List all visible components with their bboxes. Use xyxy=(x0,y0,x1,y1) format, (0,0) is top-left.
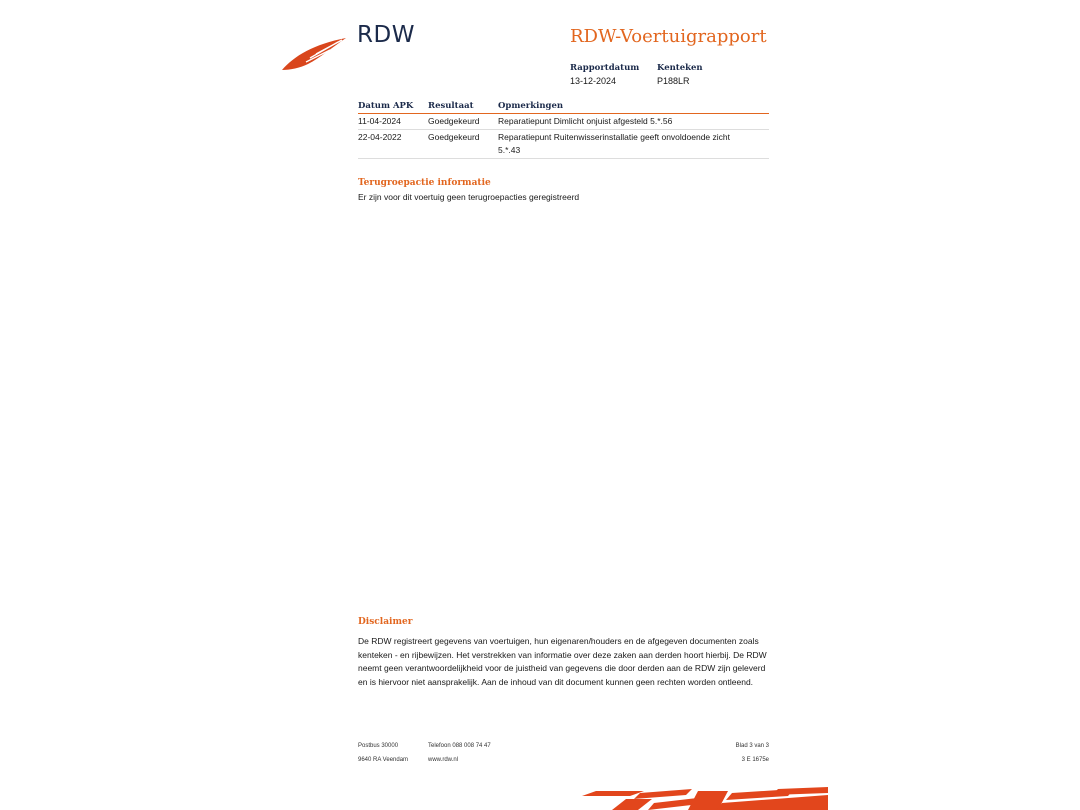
column-header-opmerkingen: Opmerkingen xyxy=(498,100,769,114)
footer-telefoon: Telefoon 088 008 74 47 xyxy=(428,743,491,749)
footer-postbus: Postbus 30000 xyxy=(358,743,399,749)
cell-opmerkingen: Reparatiepunt Ruitenwisserinstallatie geeft onvoldoende zicht 5.*.43 xyxy=(498,130,769,159)
footer-document-code: 3 E 1675e xyxy=(741,757,769,763)
disclaimer-title: Disclaimer xyxy=(358,617,413,627)
page-title: RDW-Voertuigrapport xyxy=(570,26,767,47)
cell-opmerkingen: Reparatiepunt Dimlicht onjuist afgesteld 5.*.56 xyxy=(498,114,769,130)
terugroep-text: Er zijn voor dit voertuig geen terugroepacties geregistreerd xyxy=(358,192,580,202)
kenteken-block xyxy=(657,62,703,88)
cell-datum: 22-04-2022 xyxy=(358,130,428,159)
decorative-stripes-icon xyxy=(582,787,828,810)
cell-datum: 11-04-2024 xyxy=(358,114,428,130)
rapportdatum-block xyxy=(570,62,639,88)
disclaimer-text: De RDW registreert gegevens van voertuigen, hun eigenaren/houders en de afgegeven documenten zoals kenteken - en rijbewijzen. Het verstrekken van informatie over deze zaken aan derden hoort hierbij. De RDW neemt geen verantwoordelijkheid voor de juistheid van gegevens die door derden aan de RDW zijn geleverd en is hiervoor niet aansprakelijk. Aan de inhoud van dit document kunnen geen rechten worden ontleend. xyxy=(358,636,767,687)
table-row xyxy=(358,130,769,159)
footer-page-number: Blad 3 van 3 xyxy=(735,743,769,749)
rapportdatum-value: 13-12-2024 xyxy=(570,76,617,86)
cell-resultaat: Goedgekeurd xyxy=(428,130,498,159)
column-header-resultaat: Resultaat xyxy=(428,100,498,114)
footer-website: www.rdw.nl xyxy=(428,757,459,763)
cell-resultaat: Goedgekeurd xyxy=(428,114,498,130)
apk-history-table xyxy=(358,100,769,159)
footer-plaats: 9640 RA Veendam xyxy=(358,757,409,763)
kenteken-label: Kenteken xyxy=(657,63,703,73)
rdw-logo-text: RDW xyxy=(357,22,415,48)
rdw-logo-icon xyxy=(280,36,348,72)
table-header-row xyxy=(358,100,769,114)
terugroep-title: Terugroepactie informatie xyxy=(358,178,491,188)
rapportdatum-label: Rapportdatum xyxy=(570,63,640,73)
column-header-datum: Datum APK xyxy=(358,100,428,114)
table-row xyxy=(358,114,769,130)
kenteken-value: P188LR xyxy=(657,76,690,86)
